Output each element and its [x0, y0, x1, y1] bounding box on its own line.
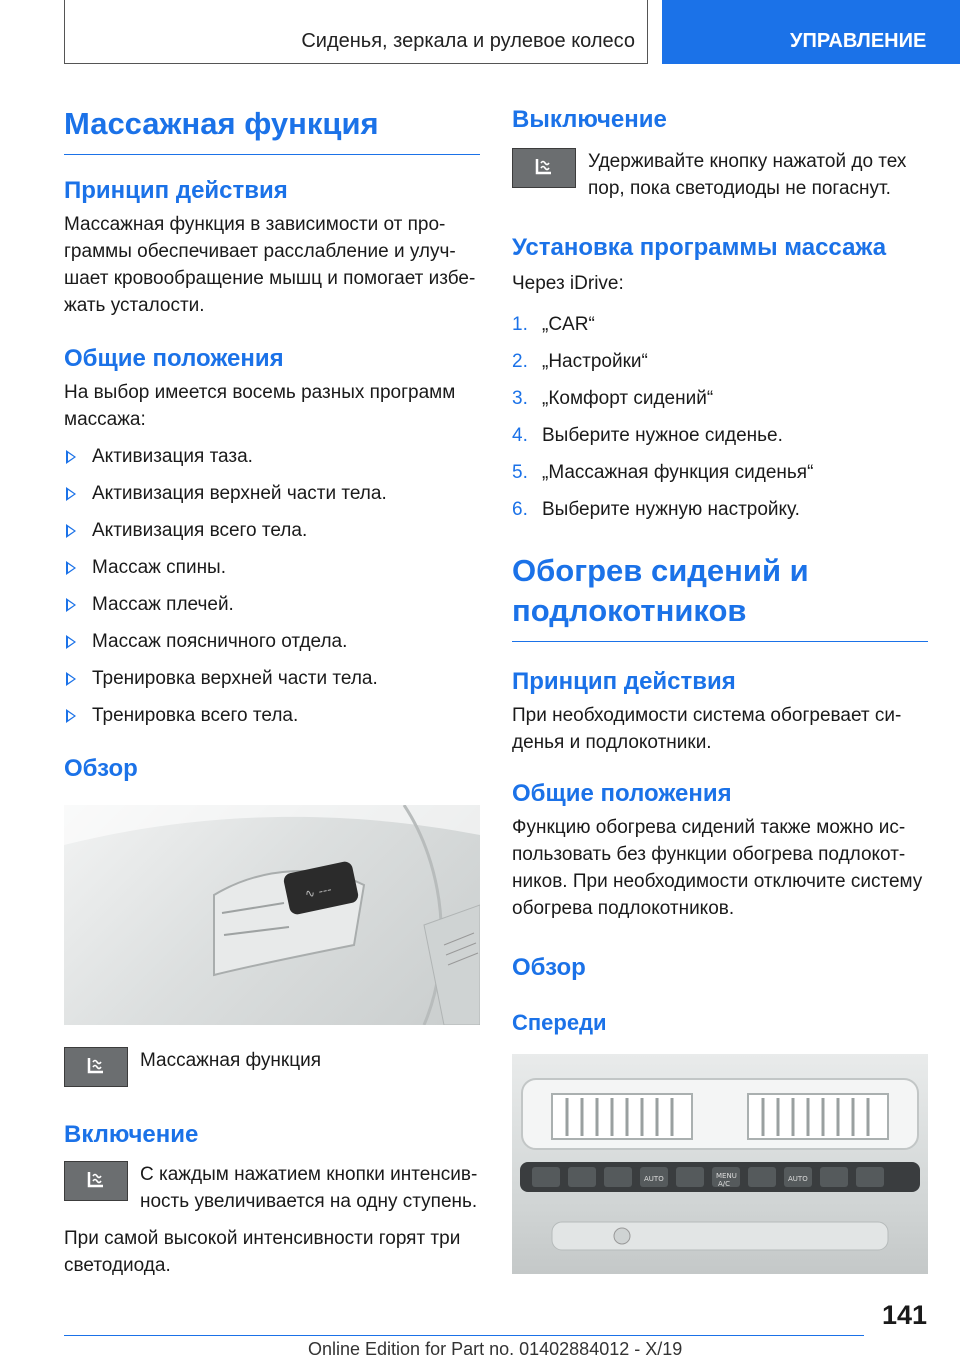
massage-seat-icon: [64, 1161, 128, 1201]
list-item: Активизация верхней части тела.: [64, 480, 480, 507]
setup-intro: Через iDrive:: [512, 273, 624, 294]
massage-icon-row: [64, 1047, 480, 1087]
header-chapter-label: УПРАВЛЕНИЕ: [790, 30, 927, 52]
list-item: 4. Выберите нужное сиденье.: [512, 425, 783, 446]
header-chapter-tab[interactable]: [662, 0, 960, 64]
on-text: С каждым нажатием кнопки интенсивность увеличивается на одну ступень.: [140, 1164, 478, 1212]
header-section-box: [64, 0, 648, 64]
principle-text: Массажная функция в зависимости от программы обеспечивает расслабление и улучшает кровообращение мышц и помогает избежать усталости.: [64, 214, 476, 316]
door-panel-illustration: [64, 805, 480, 1025]
overview-heading: Обзор: [64, 755, 138, 782]
setup-steps: [512, 311, 928, 523]
panel-label-ac: A/C: [718, 1180, 731, 1188]
footer-edition: Online Edition for Part no. 01402884012 - X/19: [308, 1339, 683, 1359]
heat-general-text: Функцию обогрева сидений также можно использовать без функции обогрева подлокотников. При необходимости отключите систему обогрева подлокотников.: [512, 817, 923, 919]
off-icon-row: [512, 148, 928, 202]
triangle-bullet-icon: [66, 561, 76, 575]
door-panel-photo: [64, 805, 480, 1025]
list-item: Массаж спины.: [64, 554, 480, 581]
panel-label-auto-left: AUTO: [644, 1175, 664, 1183]
on-heading: Включение: [64, 1121, 199, 1148]
front-heading: Спереди: [512, 1010, 607, 1035]
general-heading: Общие положения: [64, 345, 284, 372]
right-column: [512, 104, 928, 1274]
list-item: Тренировка всего тела.: [64, 702, 480, 729]
page-number: 141: [882, 1300, 928, 1330]
triangle-bullet-icon: [66, 487, 76, 501]
list-item: 2. „Настройки“: [512, 351, 648, 372]
heat-general-heading: Общие положения: [512, 780, 732, 807]
header-section-title: Сиденья, зеркала и рулевое колесо: [301, 30, 635, 52]
footer-rule: [64, 1335, 864, 1336]
triangle-bullet-icon: [66, 450, 76, 464]
list-item: Массаж поясничного отдела.: [64, 628, 480, 655]
heat-principle-heading: Принцип действия: [512, 668, 736, 695]
list-item: 6. Выберите нужную настройку.: [512, 499, 800, 520]
off-heading: Выключение: [512, 106, 667, 133]
on-icon-row: [64, 1161, 480, 1215]
list-item: 3. „Комфорт сидений“: [512, 388, 714, 409]
panel-label-menu: MENU: [716, 1172, 737, 1180]
principle-heading: Принцип действия: [64, 177, 288, 204]
left-column: [64, 104, 480, 1279]
triangle-bullet-icon: [66, 672, 76, 686]
panel-label-auto-right: AUTO: [788, 1175, 808, 1183]
massage-title: Массажная функция: [64, 106, 379, 141]
on-text-2: При самой высокой интенсивности горят три светодиода.: [64, 1228, 461, 1276]
triangle-bullet-icon: [66, 524, 76, 538]
triangle-bullet-icon: [66, 635, 76, 649]
icon-caption: Массажная функция: [140, 1050, 322, 1071]
general-text: На выбор имеется восемь разных программ массажа:: [64, 382, 456, 430]
program-list: [64, 443, 480, 729]
heat-overview-heading: Обзор: [512, 954, 586, 981]
list-item: 1. „CAR“: [512, 314, 595, 335]
list-item: Активизация всего тела.: [64, 517, 480, 544]
list-item: Тренировка верхней части тела.: [64, 665, 480, 692]
heat-title-rule: [512, 641, 928, 642]
climate-panel-illustration: [512, 1054, 928, 1274]
heat-principle-text: При необходимости система обогревает сиденья и подлокотники.: [512, 705, 902, 753]
triangle-bullet-icon: [66, 598, 76, 612]
massage-seat-icon: [64, 1047, 128, 1087]
title-rule: [64, 154, 480, 155]
massage-seat-icon: [512, 148, 576, 188]
triangle-bullet-icon: [66, 709, 76, 723]
setup-heading: Установка программы массажа: [512, 234, 887, 261]
svg-text:∿ ---: ∿ ---: [303, 882, 333, 902]
list-item: Активизация таза.: [64, 443, 480, 470]
off-text: Удерживайте кнопку нажатой до тех пор, пока светодиоды не погаснут.: [588, 151, 907, 199]
heat-title: Обогрев сидений и подлокотников: [512, 553, 809, 628]
list-item: 5. „Массажная функция сиденья“: [512, 462, 814, 483]
climate-panel-photo: [512, 1054, 928, 1274]
list-item: Массаж плечей.: [64, 591, 480, 618]
